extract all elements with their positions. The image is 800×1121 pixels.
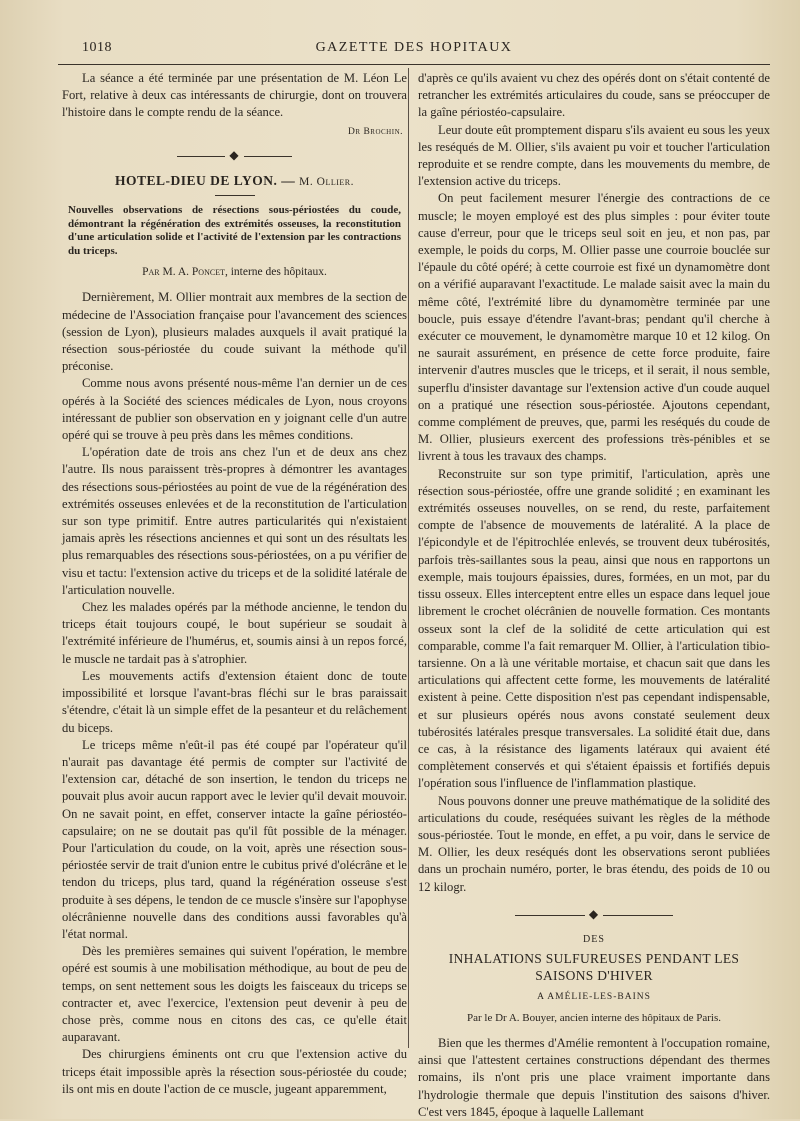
article-paragraph: Le triceps même n'eût-il pas été coupé par l'opérateur qu'il n'aurait pas davantage été permis de compter sur l'activité de l'extension car, détaché de son insertion, le tendon du triceps ne pouvait plus avoir aucun rapport avec le levier qu'il devait mouvoir. On ne savait point, en effet, conserver intacte la gaîne périostéo-capsulaire; on ne se doutait pas qu'il fût possible de la ménager. Pour l'articulation du coude, on la voit, après une résection sous-périostée servir de trait d'union entre le cubitus privé d'olécrâne et le tendon du triceps, plus tard, quand la régénération osseuse s'est produite à ses dépens, le tendon de ce muscle s'insère sur l'apophyse olécrânienne nouvelle dans des conditions aussi favorables qu'à l'état normal. bbox=[62, 737, 407, 941]
inhalation-title: INHALATIONS SULFUREUSES PENDANT LES SAISONS D'HIVER bbox=[448, 951, 740, 984]
left-column bbox=[62, 70, 407, 1098]
inhalation-des: DES bbox=[583, 933, 605, 945]
section-ornament bbox=[418, 906, 770, 923]
article-paragraph: Dernièrement, M. Ollier montrait aux membres de la section de médecine de l'Association française pour l'avancement des sciences (session de Lyon), plusieurs malades auxquels il avait pratiqué la résection sous-périostée du coude suivant la méthode qu'il préconise. bbox=[62, 290, 407, 374]
signature: Dr Brochin. bbox=[348, 126, 403, 137]
article-paragraph: L'opération date de trois ans chez l'un et de deux ans chez l'autre. Ils nous paraissent très-propres à démontrer les avantages des résections sous-périostées au point de vue de la régénération des extrémités osseuses enlevées et de la reconstitution de l'articulation sur son type primitif. Entre autres particularités qui n'existaient jamais après les résections anciennes et qui sont un des résultats les plus remarquables des résections sous-périostées, on a pu vérifier de visu et tactu: l'extension active du triceps et de la solidité latérale de l'articulation nouvelle. bbox=[62, 445, 407, 597]
inhalation-place: A AMÉLIE-LES-BAINS bbox=[537, 991, 651, 1002]
article-paragraph: Leur doute eût promptement disparu s'ils avaient eu sous les yeux les reséqués de M. Ollier, s'ils avaient pu voir et toucher l'articulation reproduite et se rendre compte, dans les mouvements du membre, de l'extension active du triceps. bbox=[418, 122, 770, 189]
page-number: 1018 bbox=[82, 40, 112, 55]
ornament-diamond: ◆ bbox=[229, 147, 240, 162]
article-paragraph: On peut facilement mesurer l'énergie des contractions de ce muscle; le moyen employé est des plus simples : pour éviter toute cause d'erreur, pour que le triceps seul soit en jeu, et non pas, par exemple, le poids du corps, M. Ollier passe une courroie bouclée sur l'épaule du côté opéré; à cette courroie est fixé un dynamomètre dont on a vérifié auparavant l'exactitude. Le malade saisit avec la main du même côté, l'extrémité libre du dynamomètre terminée par une boucle, puis essaye d'étendre l'avant-bras; pendant qu'il cherche à exécuter ce mouvement, le dynamomètre marque 10 et 12 kilog. On ne saurait assurément, en présence de cette force produite, faire intervenir d'autres muscles que le triceps, et il serait, il nous semble, superflu d'insister davantage sur l'extension active d'un coude auquel on a pratiqué une résection sous-périostée. Ajoutons cependant, comme complément de preuves, que, parmi les reséqués du coude de M. Ollier, plusieurs exercent des professions très-pénibles et se livrent à tous les travaux des champs. bbox=[418, 191, 770, 464]
article-subtitle: Nouvelles observations de résections sous-périostées du coude, démontrant la régénération des extrémités osseuses, la reconstitution d'une articulation solide et l'activité de l'extension par les contractions du triceps. bbox=[68, 204, 401, 257]
article-paragraph: Des chirurgiens éminents ont cru que l'extension active du triceps était impossible après la résection sous-périostée du coude; ils ont mis en doute l'action de ce muscle, jugeant apparemment, bbox=[62, 1047, 407, 1096]
column-divider bbox=[408, 68, 409, 1048]
inhalation-byline: Par le Dr A. Bouyer, ancien interne des hôpitaux de Paris. bbox=[466, 1011, 722, 1024]
page-header bbox=[58, 38, 770, 65]
title-rule bbox=[215, 195, 255, 196]
section-author: M. Ollier. bbox=[299, 176, 354, 189]
inhalation-paragraph: Bien que les thermes d'Amélie remontent à l'occupation romaine, ainsi que l'attestent certaines constructions dépendant des thermes romains, ils n'ont pris une place vraiment importante dans l'hydrologie thermale que depuis l'institution des saisons d'hiver. C'est vers 1845, époque à laquelle Lallemant bbox=[418, 1035, 770, 1119]
section-ornament bbox=[62, 147, 407, 164]
article-paragraph: Dès les premières semaines qui suivent l'opération, le membre opéré est soumis à une mobilisation méthodique, au bout de peu de temps, on sent nettement sous les doigts les faisceaux du triceps se contracter et, avec l'exercice, l'extension peut devenir à peu de chose près, comme nous en citons des cas, ce qu'elle était auparavant. bbox=[62, 944, 407, 1045]
byline-role: interne des hôpitaux. bbox=[230, 266, 327, 279]
right-column bbox=[418, 70, 770, 1121]
article-paragraph: Chez les malades opérés par la méthode ancienne, le tendon du triceps était toujours coupé, le bout supérieur se soudait à l'extrémité inférieure de l'humérus, et, soumis ainsi à un repos forcé, le muscle ne tardait pas à s'atrophier. bbox=[62, 600, 407, 666]
ornament-diamond: ◆ bbox=[588, 906, 600, 921]
intro-paragraph: La séance a été terminée par une présentation de M. Léon Le Fort, relative à deux cas intéressants de chirurgie, dont on trouvera l'histoire dans le compte rendu de la séance. bbox=[62, 71, 407, 120]
byline-author: Par M. A. Poncet, bbox=[142, 266, 228, 279]
article-byline bbox=[62, 264, 407, 281]
article-paragraph: Reconstruite sur son type primitif, l'articulation, après une résection sous-périostée, offre une grande solidité ; en examinant les extrémités osseuses nouvelles, on se rend, du reste, parfaitement compte de l'absence de mouvements de latéralité. A la place de l'épicondyle et de l'épitrochlée enlevés, se trouvent deux tubérosités, parfois très-saillantes sous la peau, ainsi que nous en rapportons un exemple, mais toujours épaissies, dures, formées, en un mot, par du tissu osseux. Elles interceptent entre elles un espace dans lequel joue librement le crochet olécrânien de nouvelle formation. Ces montants osseux sont la clef de la solidité de cette articulation qui est comparable, comme l'a fait remarquer M. Ollier, à l'articulation tibio-tarsienne. On a là une véritable mortaise, et chacun sait que dans les articulations qui affectent cette forme, les mouvements de latéralité existent à peine. Cette disposition n'est pas cependant indispensable, et sur plusieurs opérés nous avons constaté seulement deux tubérosités latérales presque transversales. La solidité était due, dans ce cas, à la résistance des ligaments latéraux qui avaient été complètement conservés et qui s'étaient épaissis et fortifiés depuis l'opération sous l'influence de l'inflammation plastique. bbox=[418, 466, 770, 791]
article-paragraph: Comme nous avons présenté nous-même l'an dernier un de ces opérés à la Société des sciences médicales de Lyon, nous croyons intéressant de publier son observation en y joignant celle d'un autre opéré qui se trouve à peu près dans les mêmes conditions. bbox=[62, 376, 407, 443]
section-title bbox=[62, 172, 407, 191]
article-paragraph: Nous pouvons donner une preuve mathématique de la solidité des articulations du coude, reséquées suivant les règles de la méthode sous-périostée. Tout le monde, en effet, a pu voir, dans le service de M. Ollier, les deux reséqués dont les observations seront publiées dans un prochain numéro, porter, le bras étendu, des poids de 10 ou 12 kilogr. bbox=[418, 793, 770, 894]
journal-title: GAZETTE DES HOPITAUX bbox=[315, 40, 513, 55]
article-paragraph: Les mouvements actifs d'extension étaient donc de toute impossibilité et lorsque l'avant-bras fléchi sur le bras paraissait s'étendre, c'était là un simple effet de la pesanteur et du relâchement du biceps. bbox=[62, 668, 407, 735]
article-paragraph: d'après ce qu'ils avaient vu chez des opérés dont on s'était contenté de retrancher les extrémités articulaires du coude, sans se préoccuper de la gaîne périostéo-capsulaire. bbox=[418, 71, 770, 120]
section-title-text: HOTEL-DIEU DE LYON. — bbox=[115, 173, 296, 189]
